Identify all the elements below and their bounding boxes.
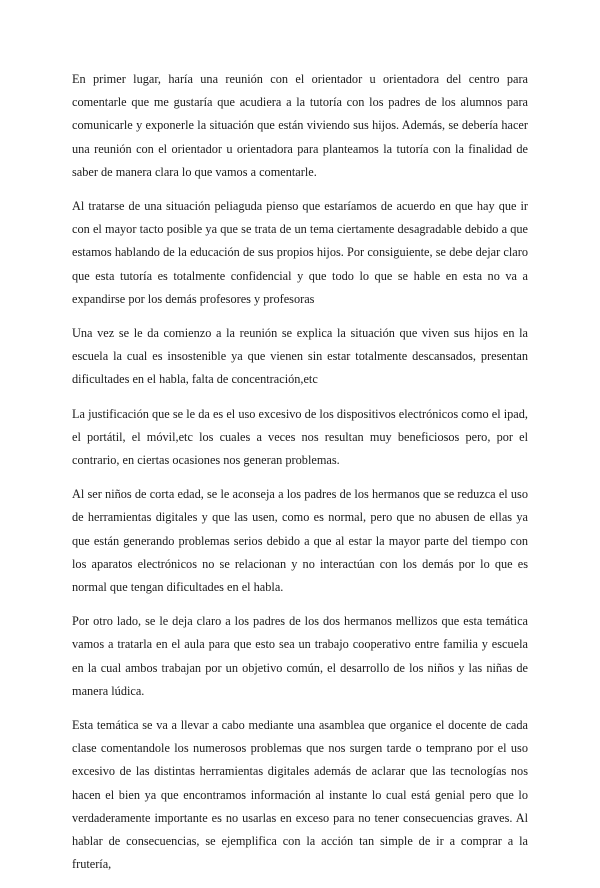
paragraph-4: La justificación que se le da es el uso excesivo de los dispositivos electrónicos como el ipad, el portátil, el móvil,etc los cuales a veces nos resultan muy beneficiosos pero, por el contrario, en ciertas ocasiones nos generan problemas. <box>72 406 528 468</box>
paragraph-2: Al tratarse de una situación peliaguda pienso que estaríamos de acuerdo en que hay que ir con el mayor tacto posible ya que se trata de un tema ciertamente desagradable debido a que estamos hablando de la educación de sus propios hijos. Por consiguiente, se debe dejar claro que esta tutoría es totalmente confidencial y que todo lo que se hable en esta no va a expandirse por los demás profesores y profesoras <box>72 199 528 306</box>
paragraph-6: Por otro lado, se le deja claro a los padres de los dos hermanos mellizos que esta temática vamos a tratarla en el aula para que esto sea un trabajo cooperativo entre familia y escuela en la cual ambos trabajan por un objetivo común, el desarrollo de los niños y las niñas de manera lúdica. <box>72 614 528 698</box>
paragraph-5: Al ser niños de corta edad, se le aconseja a los padres de los hermanos que se reduzca el uso de herramientas digitales y que las usen, como es normal, pero que no abusen de ellas ya que están generando problemas serios debido a que al estar la mayor parte del tiempo con los aparatos electrónicos no se relacionan y no interactúan con los demás por lo que es normal que tengan dificultades en el habla. <box>72 487 528 595</box>
paragraph-3: Una vez se le da comienzo a la reunión se explica la situación que viven sus hijos en la escuela la cual es insostenible ya que vienen sin estar totalmente descansados, presentan dificultades en el habla, falta de concentración,etc <box>72 326 528 387</box>
paragraph-1: En primer lugar, haría una reunión con el orientador u orientadora del centro para comentarle que me gustaría que acudiera a la tutoría con los padres de los alumnos para comunicarle y exponerle la situación que están viviendo sus hijos. Además, se debería hacer una reunión con el orientador u orientadora para planteamos la tutoría con la finalidad de saber de manera clara lo que vamos a comentarle. <box>72 72 528 179</box>
paragraph-7: Esta temática se va a llevar a cabo mediante una asamblea que organice el docente de cada clase comentandole los numerosos problemas que nos surgen tarde o temprano por el uso excesivo de las distintas herramientas digitales además de aclarar que las tecnologías nos hacen el bien ya que encontramos información al instante lo cual está genial pero que lo verdaderamente importante es no usarlas en exceso para no tener consecuencias graves. Al hablar de consecuencias, se ejemplifica con la acción tan simple de ir a comprar a la frutería, <box>72 718 528 872</box>
document-page <box>72 68 528 888</box>
